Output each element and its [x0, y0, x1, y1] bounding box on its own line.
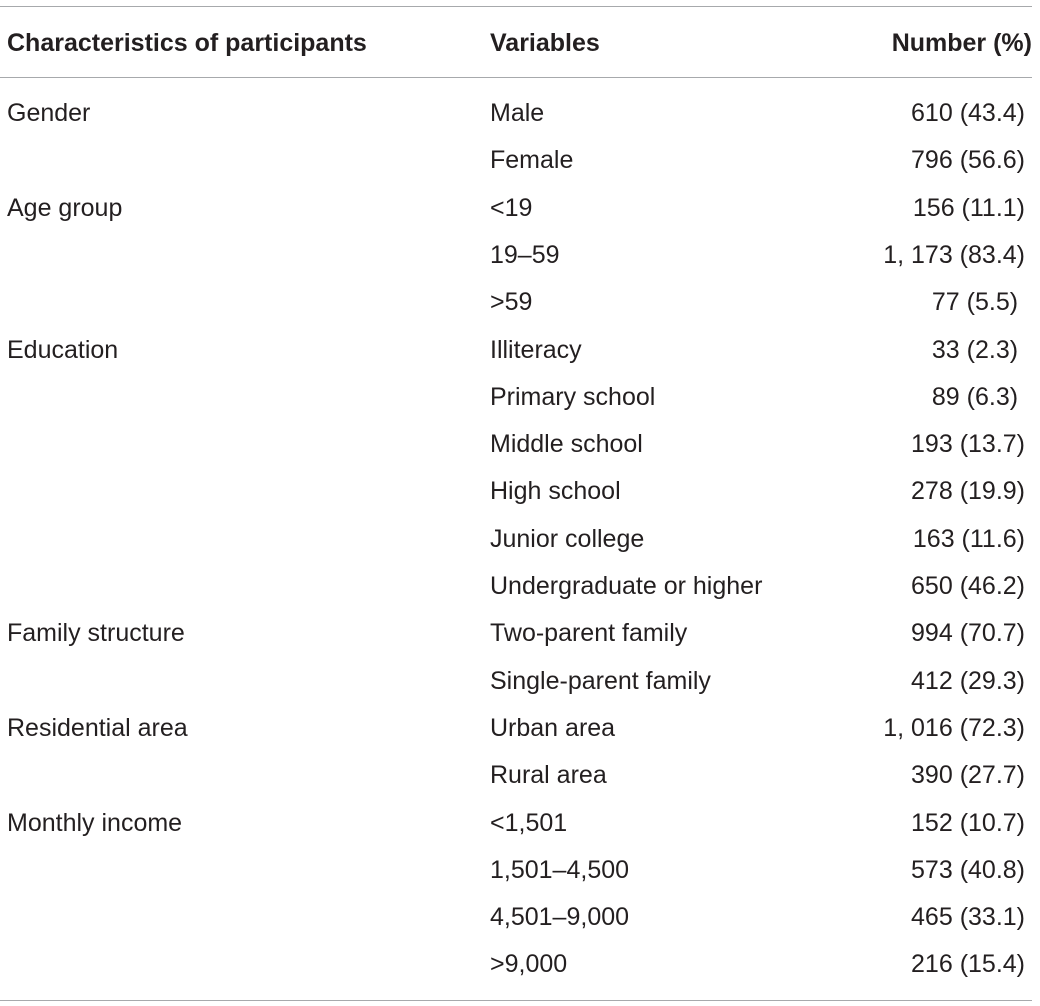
table-row [0, 287, 1032, 334]
variable-cell: <19 [490, 193, 533, 222]
variable-cell: Female [490, 146, 574, 175]
participants-table [0, 6, 1032, 1001]
number-cell: 278 (19.9) [911, 477, 1025, 506]
number-cell: 193 (13.7) [911, 430, 1025, 459]
characteristic-cell: Age group [7, 193, 123, 222]
table-row [0, 713, 1032, 760]
variable-cell: Illiteracy [490, 335, 582, 364]
table-row [0, 571, 1032, 618]
header-variables: Variables [490, 29, 600, 57]
variable-cell: Two-parent family [490, 619, 688, 648]
number-cell: 994 (70.7) [911, 619, 1025, 648]
table-row [0, 949, 1032, 996]
number-cell: 610 (43.4) [911, 99, 1025, 127]
number-cell: 1, 016 (72.3) [883, 713, 1025, 742]
table-row [0, 808, 1032, 855]
number-cell: 89 (6.3) [931, 382, 1025, 411]
variable-cell: >59 [490, 288, 533, 317]
table-row [0, 855, 1032, 902]
characteristic-cell: Gender [7, 99, 91, 127]
table-row [0, 145, 1032, 192]
table-row [0, 98, 1032, 145]
table-row [0, 193, 1032, 240]
number-cell: 796 (56.6) [911, 146, 1025, 175]
variable-cell: High school [490, 477, 621, 506]
number-cell: 152 (10.7) [911, 808, 1025, 837]
table-row [0, 618, 1032, 665]
variable-cell: >9,000 [490, 950, 568, 979]
number-cell: 1, 173 (83.4) [883, 240, 1025, 269]
number-cell: 390 (27.7) [911, 761, 1025, 790]
number-cell: 77 (5.5) [931, 288, 1025, 317]
variable-cell: 4,501–9,000 [490, 903, 630, 932]
variable-cell: Urban area [490, 713, 616, 742]
variable-cell: Undergraduate or higher [490, 572, 763, 600]
characteristic-cell: Monthly income [7, 808, 183, 837]
characteristic-cell: Family structure [7, 619, 185, 648]
variable-cell: <1,501 [490, 808, 568, 837]
variable-cell: Middle school [490, 430, 643, 459]
table-row [0, 524, 1032, 571]
variable-cell: Male [490, 99, 545, 127]
number-cell: 156 (11.1) [912, 193, 1025, 222]
bottom-rule [0, 1000, 1032, 1001]
table-body [0, 78, 1032, 1000]
number-cell: 650 (46.2) [911, 572, 1025, 600]
characteristic-cell: Education [7, 335, 119, 364]
number-cell: 216 (15.4) [911, 950, 1025, 979]
table-row [0, 335, 1032, 382]
number-cell: 163 (11.6) [912, 524, 1025, 553]
table-row [0, 382, 1032, 429]
table-row [0, 240, 1032, 287]
variable-cell: Rural area [490, 761, 607, 790]
variable-cell: Junior college [490, 524, 645, 553]
table-row [0, 666, 1032, 713]
characteristic-cell: Residential area [7, 713, 188, 742]
number-cell: 573 (40.8) [911, 855, 1025, 884]
table-row [0, 902, 1032, 949]
number-cell: 465 (33.1) [911, 903, 1025, 932]
number-cell: 412 (29.3) [911, 666, 1025, 695]
variable-cell: 1,501–4,500 [490, 855, 630, 884]
table-row [0, 760, 1032, 807]
number-cell: 33 (2.3) [931, 335, 1025, 364]
header-characteristics: Characteristics of participants [7, 29, 367, 57]
variable-cell: 19–59 [490, 240, 560, 269]
table-header [0, 7, 1032, 77]
table-row [0, 476, 1032, 523]
table-row [0, 429, 1032, 476]
header-number: Number (%) [891, 29, 1032, 57]
variable-cell: Primary school [490, 382, 656, 411]
variable-cell: Single-parent family [490, 666, 711, 695]
